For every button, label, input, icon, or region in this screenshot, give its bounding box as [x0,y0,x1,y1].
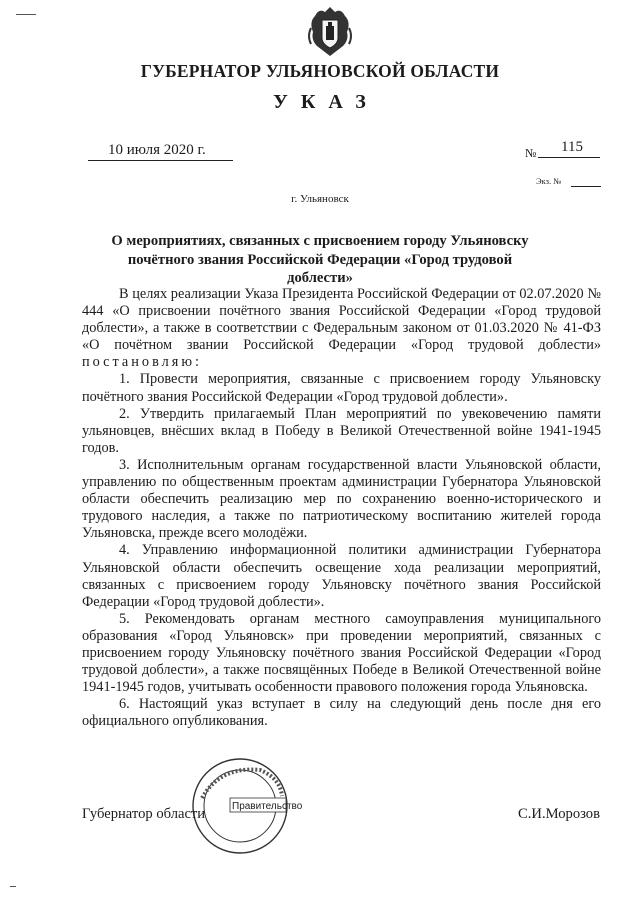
doc-type-title: УКАЗ [273,91,379,113]
decree-heading: О мероприятиях, связанных с присвоением городу Ульяновску почётного звания Российской Федерации «Город трудовой доблести» [111,233,529,286]
issuer-title: ГУБЕРНАТОР УЛЬЯНОВСКОЙ ОБЛАСТИ [140,61,500,81]
list-item: 6. Настоящий указ вступает в силу на следующий день после дня его официального опубликования. [82,696,601,730]
signature-position: Губернатор области [82,806,206,822]
decree-body [82,286,601,730]
list-item: 2. Утвердить прилагаемый План мероприятий по увековечению памяти ульяновцев, внёсших вклад в Победу в Великой Отечественной войне 1941-1945 годов. [82,405,601,456]
city: г. Ульяновск [291,193,349,205]
preamble-text: В целях реализации Указа Президента Российской Федерации от 02.07.2020 № 444 «О присвоении почётного звания Российской Федерации «Город трудовой доблести», а также в соответствии с Федеральным законом от 01.03.2020 № 41-ФЗ «О почётном звании Российской Федерации «Город трудовой доблести» [82,286,601,354]
list-item: 5. Рекомендовать органам местного самоуправления муниципального образования «Город Ульяновск» при проведении мероприятий, связанных с присвоением городу Ульяновску почётного звания Российской Федерации «Город трудовой доблести», а также посвящённых Победе в Великой Отечественной войне 1941-1945 годов, учитывать особенности правового положения города Ульяновска. [82,610,601,696]
stamp-text: Правительство [232,801,303,812]
number-label: № [525,146,537,160]
list-item: 3. Исполнительным органам государственной власти Ульяновской области, управлению по общественным проектам администрации Губернатора Ульяновской области обеспечить реализацию мер по сохранению военно-исторического и трудового наследия, а также по патриотическому воспитанию жителей города Ульяновска, прежде всего молодёжи. [82,456,601,542]
decree-date: 10 июля 2020 г. [108,142,206,158]
list-item: 4. Управлению информационной политики администрации Губернатора Ульяновской области обеспечить освещение хода реализации мероприятий, связанных с присвоением городу Ульяновску почётного звания Российской Федерации «Город трудовой доблести». [82,542,601,610]
signature-name: С.И.Морозов [518,806,600,822]
scan-mark [16,14,36,15]
decree-number: 115 [561,139,583,155]
copy-number-label: Экз. № [536,176,562,186]
preamble [82,286,601,371]
number-underline [538,157,600,158]
copy-number-underline [571,186,601,187]
coat-of-arms-icon [307,6,353,58]
date-underline [88,160,233,161]
scan-mark [10,886,16,887]
list-item: 1. Провести мероприятия, связанные с присвоением городу Ульяновску почётного звания Российской Федерации «Город трудовой доблести». [82,371,601,405]
resolve-word: постановляю: [82,354,202,371]
